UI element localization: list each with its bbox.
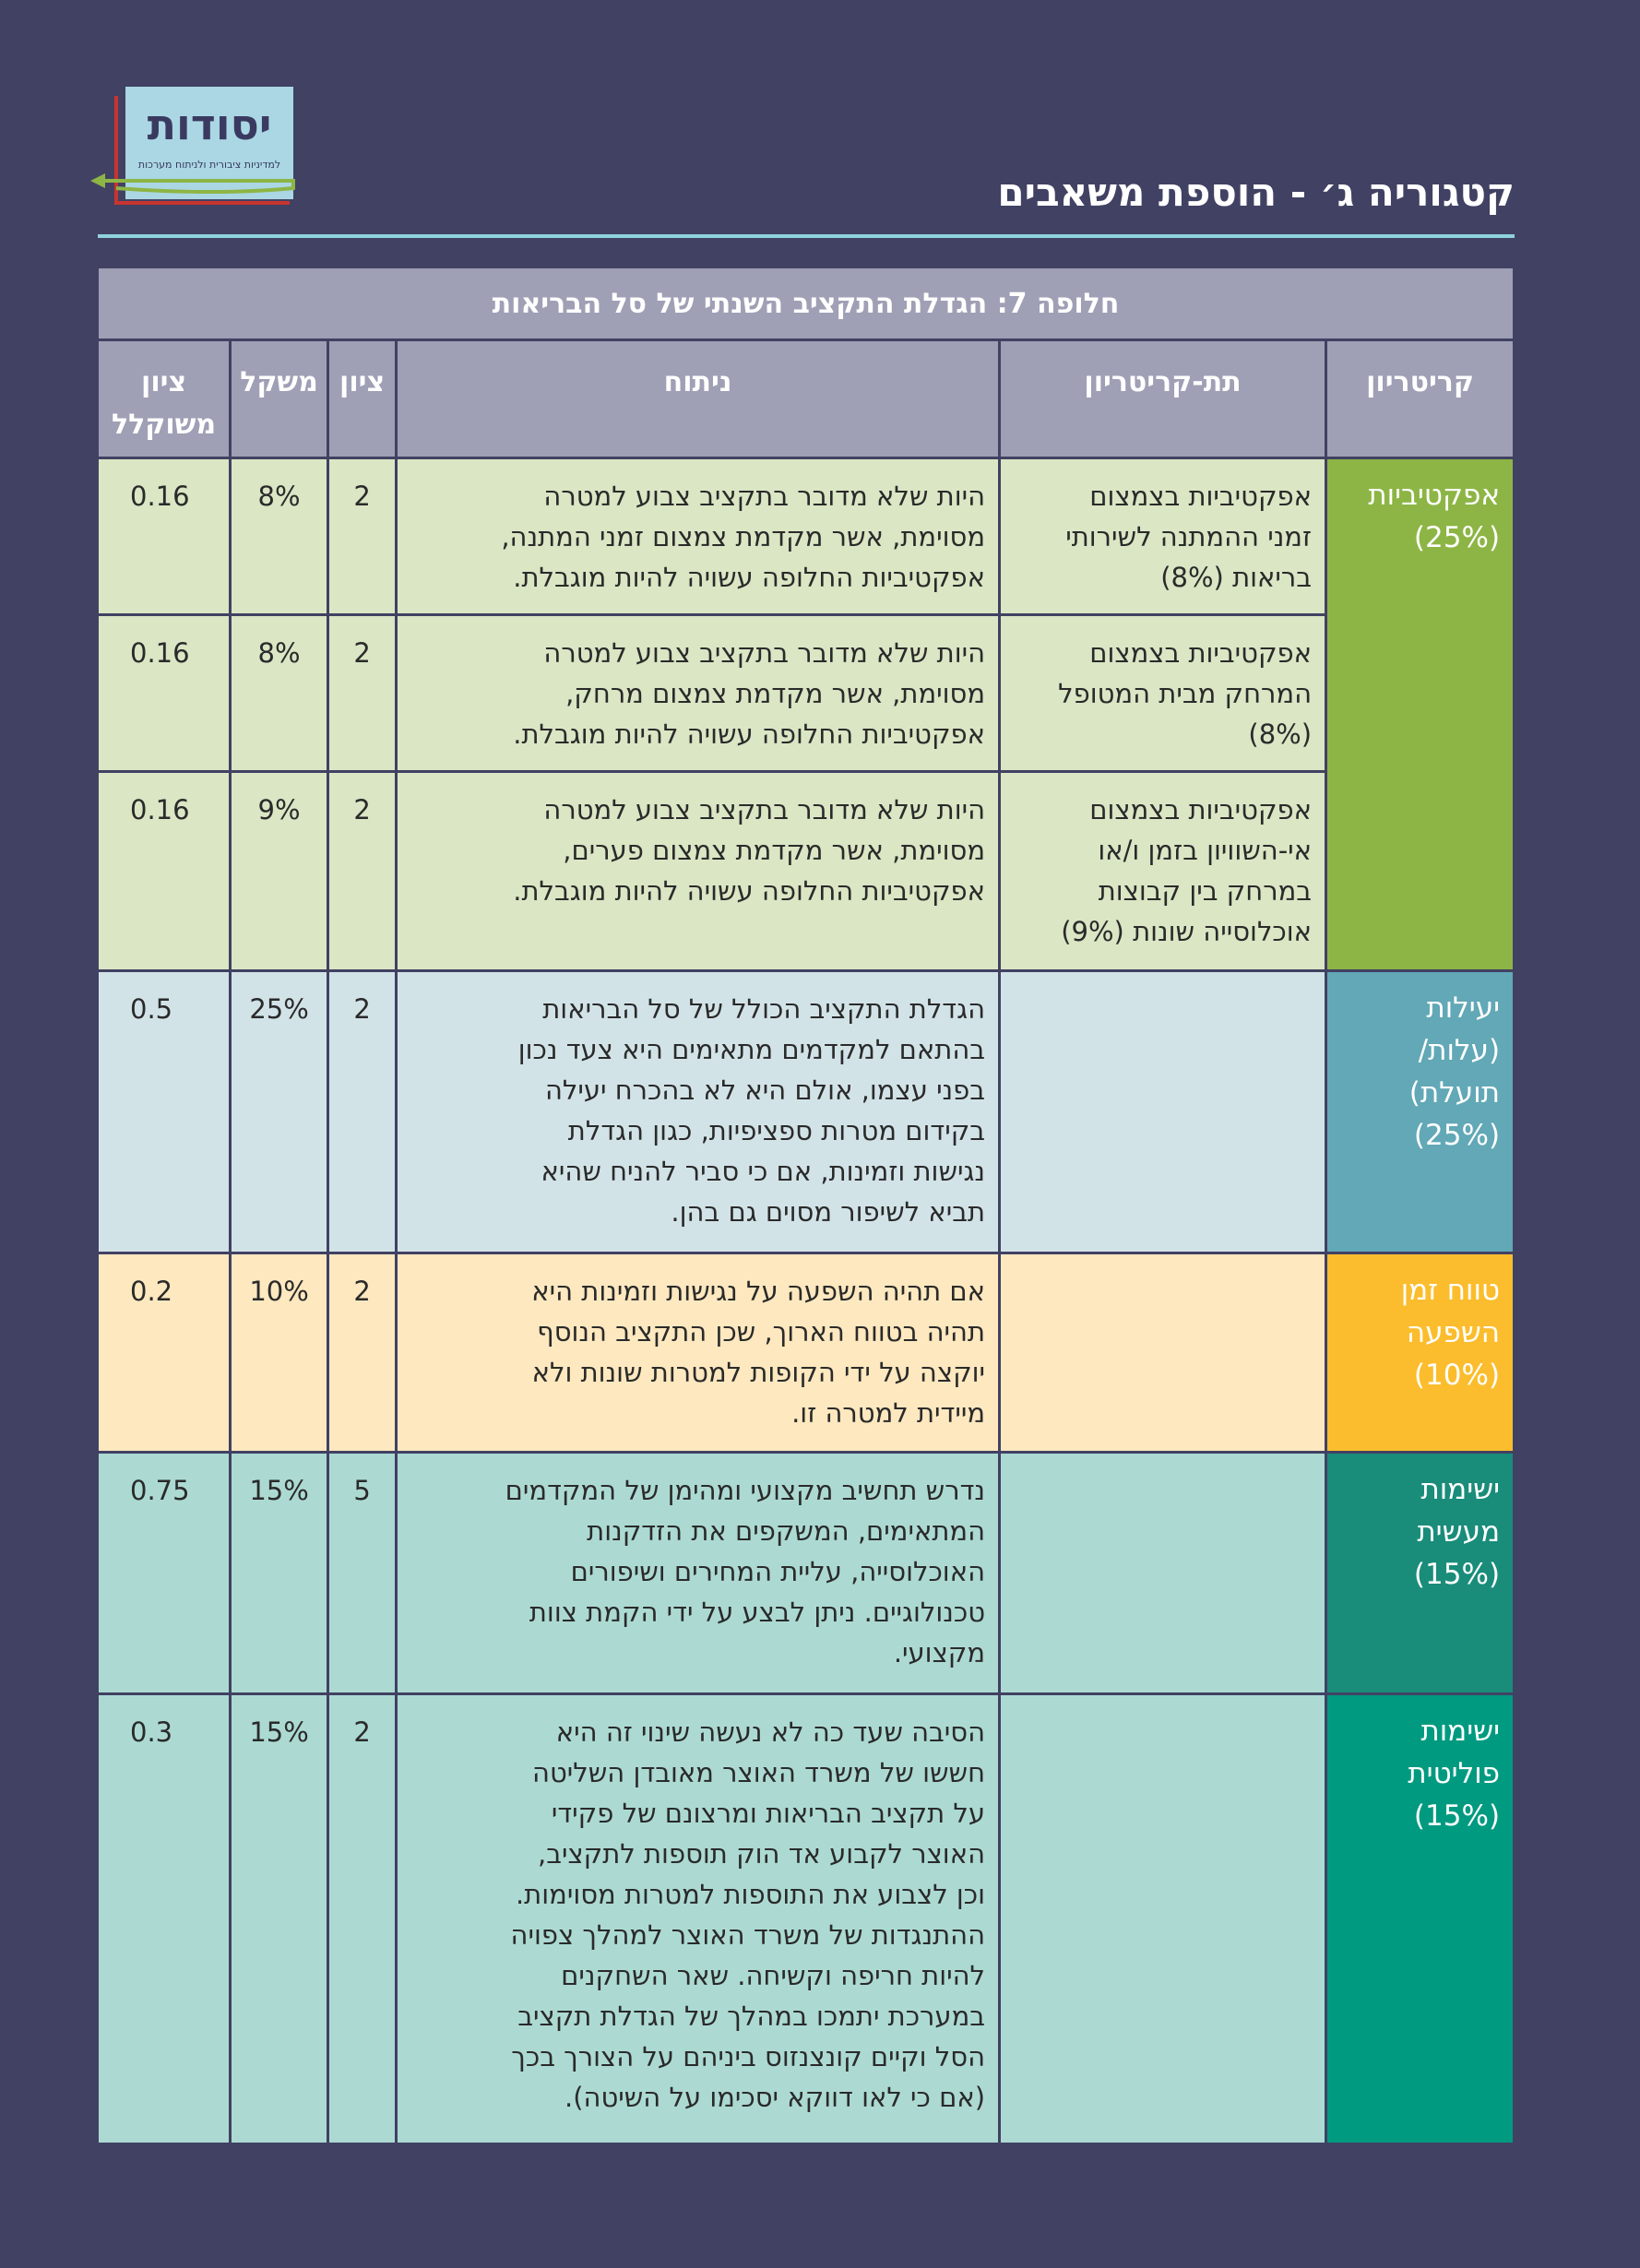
weight-cell [231,615,328,772]
weighted-score-cell-text: 0.3 [130,1716,173,1748]
weighted-score-cell-text: 0.16 [130,481,190,512]
header-analysis: ניתוח [397,340,1000,458]
criterion-cell: אפקטיביות (25%) [1326,458,1515,971]
analysis-cell-text: היות שלא מדובר בתקציב צבוע למטרה מסוימת, אשר מקדמת צמצום זמני המתנה, אפקטיביות החלופה עשויה להיות מוגבלת. [501,481,986,593]
table-row [98,1453,1515,1694]
sub-criterion-cell [1000,1253,1326,1453]
criteria-table [96,266,1515,2145]
sub-criterion-cell-text: אפקטיביות בצמצום זמני ההמתנה לשירותי בריאות (8%) [1065,481,1313,593]
score-cell [328,615,397,772]
table-row [98,458,1515,615]
table-row [98,772,1515,971]
header-weight: משקל [231,340,328,458]
weighted-score-cell-text: 0.16 [130,794,190,825]
logo-arrow-icon [89,168,301,205]
header-weighted-score: ציון משוקלל [98,340,231,458]
score-cell [328,458,397,615]
analysis-cell-text: היות שלא מדובר בתקציב צבוע למטרה מסוימת, אשר מקדמת צמצום מרחק, אפקטיביות החלופה עשויה להיות מוגבלת. [513,637,986,750]
analysis-cell [397,1253,1000,1453]
table-caption: חלופה 7: הגדלת התקציב השנתי של סל הבריאות [98,267,1515,340]
analysis-cell-text: הסיבה שעד כה לא נעשה שינוי זה היא חששו של משרד האוצר מאובדן השליטה על תקציב הבריאות ומרצונם של פקידי האוצר לקבוע אד הוק תוספות לתקציב, וכן לצבוע את התוספות למטרות מסוימות. ההתנגדות של משרד האוצר למהלך צפויה להיות חריפה וקשיחה. שאר השחקנים במערכת יתמכו במהלך של הגדלת תקציב הסל וקיים קונצנזוס ביניהם על הצורך בכך (אם כי לאו דווקא יסכימו על השיטה). [510,1716,986,2113]
sub-criterion-cell [1000,1694,1326,2144]
analysis-cell [397,615,1000,772]
weight-cell-text: 10% [249,1276,309,1307]
table-row [98,1253,1515,1453]
weighted-score-cell-text: 0.2 [130,1276,173,1307]
logo-word: יסודות [147,100,272,149]
criterion-cell: ישימות מעשית (15%) [1326,1453,1515,1694]
weight-cell-text: 8% [257,481,301,512]
weight-cell-text: 15% [249,1475,309,1506]
score-cell [328,1253,397,1453]
table-row [98,615,1515,772]
weight-cell-text: 25% [249,993,309,1025]
weight-cell [231,971,328,1253]
analysis-cell [397,1694,1000,2144]
score-cell-text: 2 [353,1276,371,1307]
header-score: ציון [328,340,397,458]
sub-criterion-cell [1000,1453,1326,1694]
analysis-cell-text: נדרש תחשיב מקצועי ומהימן של המקדמים המתאימים, המשקפים את הזדקנות האוכלוסייה, עליית המחירים ושיפורים טכנולוגיים. ניתן לבצע על ידי הקמת צוות מקצועי. [505,1475,986,1668]
score-cell-text: 2 [353,637,371,669]
weighted-score-cell [98,1253,231,1453]
header-criterion: קריטריון [1326,340,1515,458]
title-divider [98,234,1515,238]
score-cell-text: 2 [353,794,371,825]
weight-cell [231,1694,328,2144]
weighted-score-cell [98,772,231,971]
analysis-cell-text: היות שלא מדובר בתקציב צבוע למטרה מסוימת, אשר מקדמת צמצום פערים, אפקטיביות החלופה עשויה להיות מוגבלת. [513,794,986,907]
logo-subtitle: למדיניות ציבורית ולניתוח מערכות [137,159,281,171]
sub-criterion-cell [1000,971,1326,1253]
score-cell-text: 2 [353,1716,371,1748]
analysis-cell [397,971,1000,1253]
analysis-cell-text: הגדלת התקציב הכולל של סל הבריאות בהתאם למקדמים מתאימים היא צעד נכון בפני עצמו, אולם היא לא בהכרח יעילה בקידום מטרות ספציפיות, כגון הגדלת נגישות וזמינות, אם כי סביר להניח שהיא תביא לשיפור מסוים גם בהן. [517,993,986,1228]
weighted-score-cell [98,1694,231,2144]
weight-cell-text: 15% [249,1716,309,1748]
sub-criterion-cell [1000,772,1326,971]
logo [89,83,301,220]
weight-cell-text: 9% [257,794,301,825]
weighted-score-cell [98,971,231,1253]
criterion-cell: יעילות (עלות/ תועלת) (25%) [1326,971,1515,1253]
analysis-cell [397,458,1000,615]
table-row [98,971,1515,1253]
score-cell-text: 5 [353,1475,371,1506]
weighted-score-cell-text: 0.16 [130,637,190,669]
weighted-score-cell-text: 0.75 [130,1475,190,1506]
weight-cell [231,458,328,615]
weighted-score-cell [98,1453,231,1694]
table-row [98,1694,1515,2144]
header-sub-criterion: תת-קריטריון [1000,340,1326,458]
weight-cell [231,1453,328,1694]
score-cell-text: 2 [353,481,371,512]
sub-criterion-cell [1000,458,1326,615]
sub-criterion-cell [1000,615,1326,772]
criterion-cell: ישימות פוליטית (15%) [1326,1694,1515,2144]
weighted-score-cell-text: 0.5 [130,993,173,1025]
score-cell [328,971,397,1253]
analysis-cell [397,772,1000,971]
table-body [98,458,1515,2144]
weight-cell [231,772,328,971]
sub-criterion-cell-text: אפקטיביות בצמצום אי-השוויון בזמן ו/או במרחק בין קבוצות אוכלוסייה שונות (9%) [1061,794,1313,947]
analysis-cell-text: אם תהיה השפעה על נגישות וזמינות היא תהיה בטווח הארוך, שכן התקציב הנוסף יוקצה על ידי הקופות למטרות שונות ולא מיידית למטרה זו. [531,1276,986,1429]
score-cell [328,1694,397,2144]
criteria-table-wrap [96,266,1513,2145]
score-cell [328,772,397,971]
score-cell-text: 2 [353,993,371,1025]
weighted-score-cell [98,458,231,615]
criterion-cell: טווח זמן השפעה (10%) [1326,1253,1515,1453]
sub-criterion-cell-text: אפקטיביות בצמצום המרחק מבית המטופל (8%) [1058,637,1313,750]
analysis-cell [397,1453,1000,1694]
score-cell [328,1453,397,1694]
page-title: קטגוריה ג׳ - הוספת משאבים [997,170,1515,215]
weighted-score-cell [98,615,231,772]
weight-cell [231,1253,328,1453]
weight-cell-text: 8% [257,637,301,669]
